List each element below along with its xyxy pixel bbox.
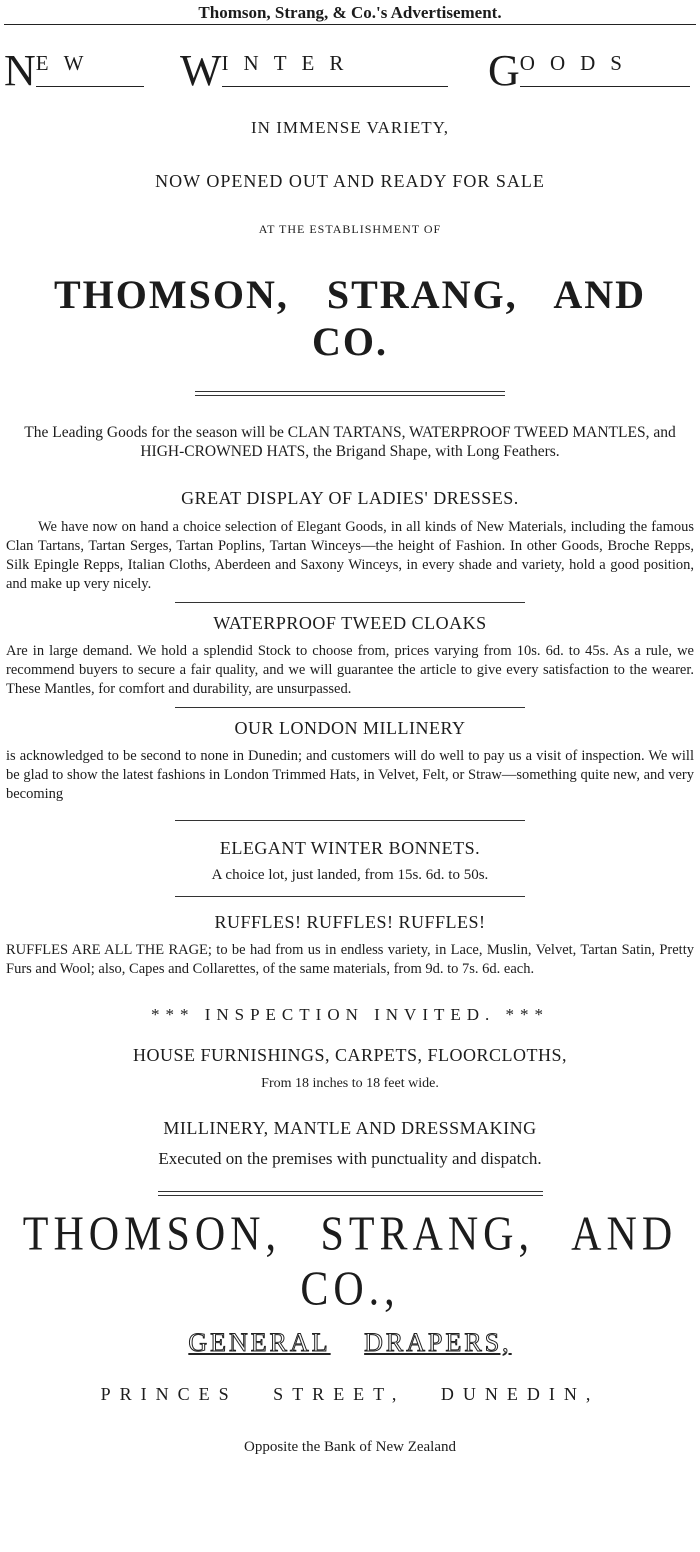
ruffles-heading: RUFFLES! RUFFLES! RUFFLES! bbox=[214, 912, 486, 932]
cloaks-heading: WATERPROOF TWEED CLOAKS bbox=[213, 613, 487, 633]
page-header: Thomson, Strang, & Co.'s Advertisement. bbox=[198, 3, 502, 22]
banner-goods-initial: G bbox=[488, 46, 520, 95]
banner-word-goods bbox=[488, 46, 690, 95]
street-address: PRINCES STREET, DUNEDIN, bbox=[100, 1384, 600, 1404]
intro-text: The Leading Goods for the season will be CLAN TARTANS, WATERPROOF TWEED MANTLES, and HIGH-CROWNED HATS, the Brigand Shape, with Long Feathers. bbox=[24, 424, 676, 460]
firm-name-heading: THOMSON, STRANG, AND CO. bbox=[53, 272, 647, 364]
subhead-line1: IN IMMENSE VARIETY, bbox=[251, 118, 449, 137]
double-rule bbox=[195, 391, 505, 396]
millinery-heading: OUR LONDON MILLINERY bbox=[234, 718, 466, 738]
double-rule bbox=[158, 1191, 543, 1196]
section-rule bbox=[175, 707, 525, 708]
banner-word-new bbox=[4, 46, 144, 95]
furnishings-sub: From 18 inches to 18 feet wide. bbox=[261, 1076, 439, 1091]
footer-firm-name: THOMSON, STRANG, AND CO., bbox=[22, 1207, 678, 1317]
furnishings-heading: HOUSE FURNISHINGS, CARPETS, FLOORCLOTHS, bbox=[132, 1045, 568, 1065]
banner-winter-rest: INTER bbox=[222, 49, 448, 87]
banner-word-winter bbox=[180, 46, 448, 95]
opposite-bank: Opposite the Bank of New Zealand bbox=[243, 1439, 457, 1455]
ruffles-body: RUFFLES ARE ALL THE RAGE; to be had from us in endless variety, in Lace, Muslin, Velvet, Tartan Satin, Pretty Furs and Wool; also, Capes and Collarettes, of the same materials, from 9d. to 7s. 6d. each. bbox=[6, 942, 694, 977]
banner-new-winter-goods bbox=[0, 46, 700, 105]
header-rule bbox=[4, 24, 696, 25]
banner-new-initial: N bbox=[4, 46, 36, 95]
banner-new-rest: EW bbox=[36, 49, 144, 87]
inspection-invited: *** INSPECTION INVITED. *** bbox=[150, 1005, 550, 1024]
trade-word-drapers: DRAPERS, bbox=[364, 1328, 512, 1357]
section-rule bbox=[175, 820, 525, 821]
trade-word-general: GENERAL bbox=[188, 1328, 331, 1357]
subhead-line3: AT THE ESTABLISHMENT OF bbox=[258, 222, 442, 236]
cloaks-body: Are in large demand. We hold a splendid Stock to choose from, prices varying from 10s. 6d. to 45s. As a rule, we recommend buyers to secure a fair quality, and we will guarantee the article to give every satisfaction to the wearer. These Mantles, for comfort and durability, are unsurpassed. bbox=[6, 643, 694, 697]
section-rule bbox=[175, 896, 525, 897]
subhead-line2: NOW OPENED OUT AND READY FOR SALE bbox=[155, 171, 545, 191]
millinery-body: is acknowledged to be second to none in Dunedin; and customers will do well to pay us a visit of inspection. We will be glad to show the latest fashions in London Trimmed Hats, in Velvet, Felt, or Straw—something quite new, and very becoming bbox=[6, 748, 694, 802]
bonnets-heading: ELEGANT WINTER BONNETS. bbox=[219, 838, 481, 858]
bonnets-body: A choice lot, just landed, from 15s. 6d. to 50s. bbox=[211, 867, 489, 883]
banner-winter-initial: W bbox=[180, 46, 222, 95]
dresses-body: We have now on hand a choice selection of Elegant Goods, in all kinds of New Materials, including the famous Clan Tartans, Tartan Serges, Tartan Poplins, Tartan Winceys—the height of Fashion. In other Goods, Broche Repps, Silk Epingle Repps, Italian Cloths, Aberdeen and Saxony Winceys, in every shade and variety, hold a good position, and make up very nicely. bbox=[6, 519, 694, 592]
dressmaking-heading: MILLINERY, MANTLE AND DRESSMAKING bbox=[163, 1118, 537, 1138]
dressmaking-sub: Executed on the premises with punctuality and dispatch. bbox=[158, 1149, 542, 1168]
dresses-heading: GREAT DISPLAY OF LADIES' DRESSES. bbox=[181, 488, 519, 508]
section-rule bbox=[175, 602, 525, 603]
general-drapers bbox=[0, 1328, 700, 1358]
banner-goods-rest: OODS bbox=[520, 49, 690, 87]
